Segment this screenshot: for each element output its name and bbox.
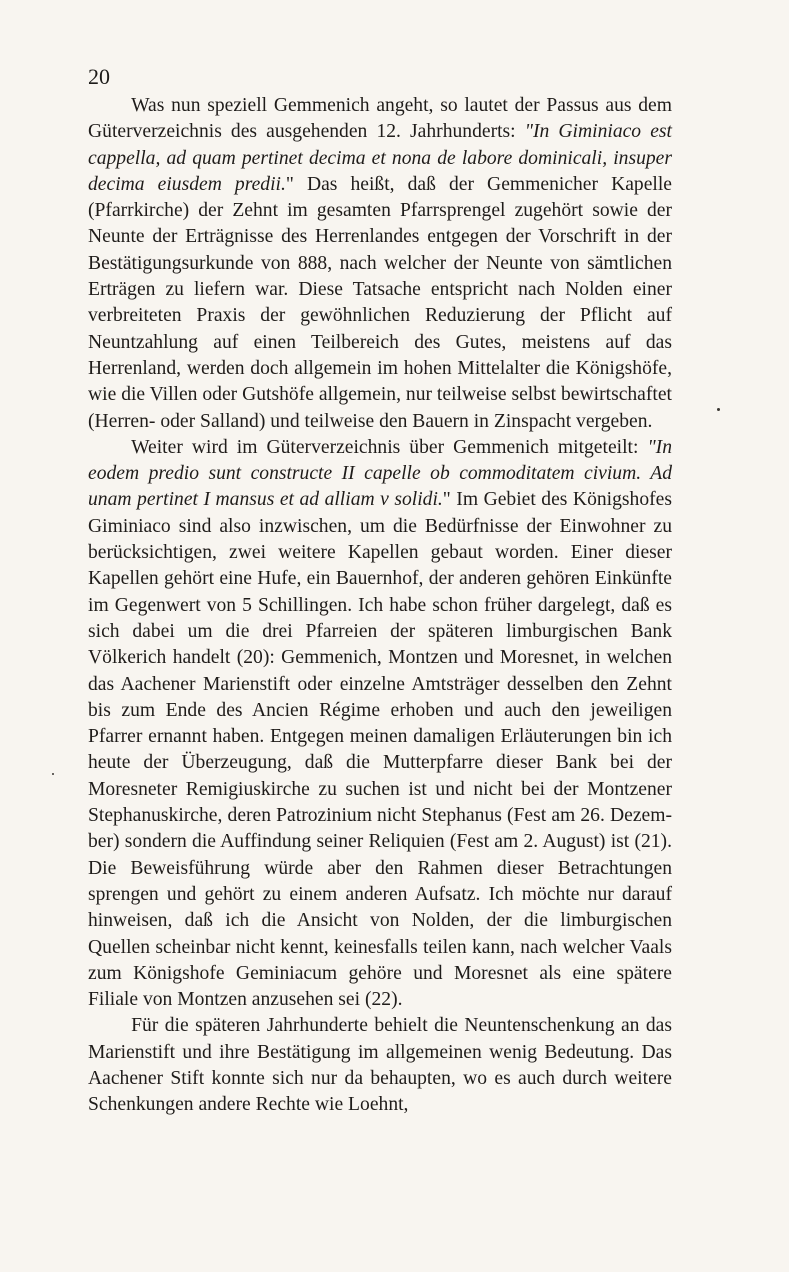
paragraph-2-text-b: " Im Gebiet des Königshofes Giminiaco sind also inzwischen, um die Bedürfnisse der Einwohner zu berücksichtigen, zwei weitere Kapellen gebaut worden. Einer dieser Kapellen gehört eine Hufe, ein Bauernhof, der anderen gehören Einkünfte im Gegenwert von 5 Schillingen. Ich habe schon früher dargelegt, daß es sich dabei um die drei Pfarreien der späteren limburgischen Bank Völkerich handelt (20): Gemmenich, Montzen und Moresnet, in welchen das Aachener Marienstift oder einzelne Amtsträger desselben den Zehnt bis zum Ende des Ancien Régime erhoben und auch den jeweiligen Pfarrer ernannt haben. Entgegen meinen damaligen Erläuterungen bin ich heute der Überzeugung, daß die Mutterpfarre dieser Bank bei der Moresneter Remigiuskirche zu suchen ist und nicht bei der Montzener Stephanuskirche, deren Patrozinium nicht Stephanus (Fest am 26. Dezember) sondern die Auffindung seiner Reliquien (Fest am 2. August) ist (21). Die Beweisführung würde aber den Rahmen dieser Betrachtungen sprengen und gehört zu einem anderen Aufsatz. Ich möchte nur darauf hinweisen, daß ich die Ansicht von Nolden, der die limburgischen Quellen scheinbar nicht kennt, keinesfalls teilen kann, nach welcher Vaals zum Königshofe Geminiacum gehöre und Moresnet als eine spätere Filiale von Montzen anzusehen sei (22). [88,489,672,1011]
paragraph-3 [88,1013,672,1118]
paper-speck [52,773,54,775]
latin-quote-2: "In eodem predio sunt constructe II capelle ob commoditatem civium. Ad unam pertinet I mansus et ad alliam v solidi. [88,436,672,511]
paragraph-2-text-a: Weiter wird im Güterverzeichnis über Gemmenich mitgeteilt: [131,436,648,458]
paragraph-1-text-b: " Das heißt, daß der Gemmenicher Kapelle (Pfarrkirche) der Zehnt im gesamten Pfarrsprengel zugehört sowie der Neunte der Erträgnisse des Herrenlandes entgegen der Vorschrift in der Bestätigungsurkunde von 888, nach welcher der Neunte von sämtlichen Erträgen zu liefern war. Diese Tatsache entspricht nach Nolden einer verbreiteten Praxis der gewöhnlichen Reduzierung der Pflicht auf Neuntzahlung auf einen Teilbereich des Gutes, meistens auf das Herrenland, werden doch allgemein im hohen Mittelalter die Königshöfe, wie die Villen oder Gutshöfe allgemein, nur teilweise selbst bewirtschaftet (Herren- oder Salland) und teilweise den Bauern in Zinspacht vergeben. [88,173,673,432]
body-text [88,93,672,1119]
paper-speck [717,408,720,411]
paragraph-1 [88,93,672,435]
latin-quote-1: "In Giminiaco est cappella, ad quam pertinet decima et nona de labore dominicali, insuper decima eiusdem predii. [88,121,672,195]
paragraph-1-text-a: Was nun speziell Gemmenich angeht, so lautet der Passus aus dem Güterverzeichnis des ausgehenden 12. Jahrhunderts: [88,95,672,143]
paragraph-3-text: Für die späteren Jahrhunderte behielt die Neuntenschenkung an das Marienstift und ihre Bestätigung im allgemeinen wenig Bedeutung. Das Aachener Stift konnte sich nur da behaupten, wo es auch durch weitere Schenkungen andere Rechte wie Loehnt, [88,1015,672,1116]
page-number: 20 [88,64,110,89]
paragraph-2 [88,435,672,1014]
